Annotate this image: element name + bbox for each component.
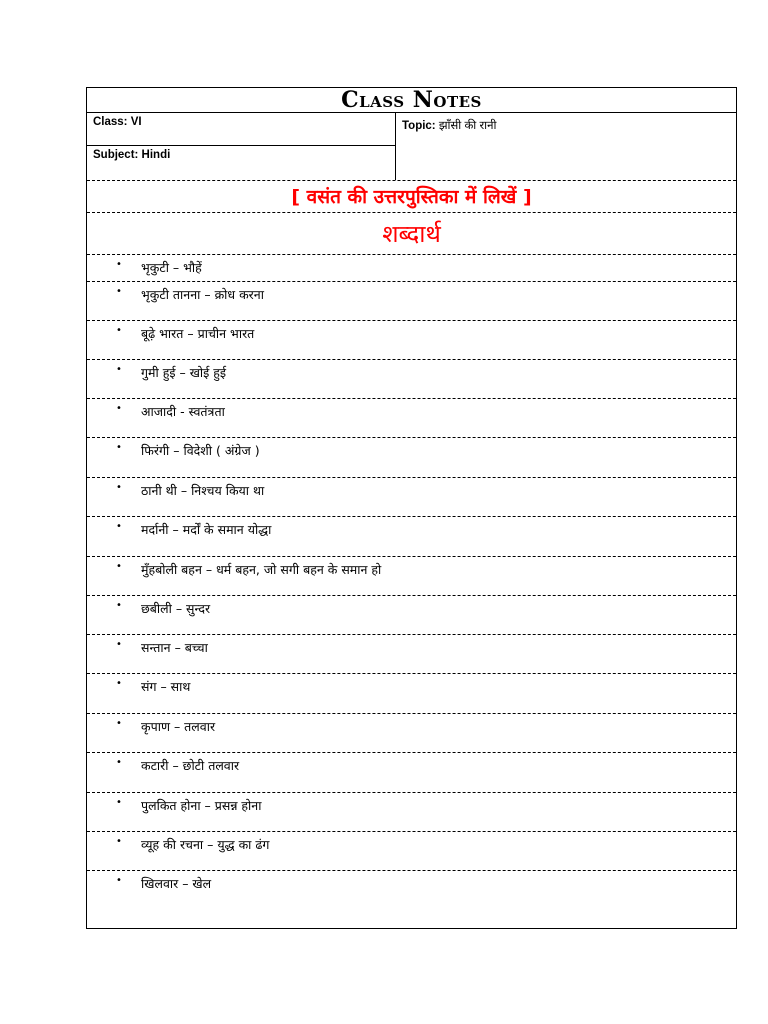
bullet-icon: • bbox=[116, 403, 122, 414]
list-item bbox=[87, 517, 736, 557]
bullet-icon: • bbox=[116, 259, 122, 270]
word-meaning-text: सन्तान – बच्चा bbox=[141, 640, 208, 655]
bullet-icon: • bbox=[116, 286, 122, 297]
list-item bbox=[87, 282, 736, 321]
instruction-banner: [ वसंत की उत्तरपुस्तिका में लिखें ] bbox=[87, 180, 736, 213]
section-heading: शब्दार्थ bbox=[87, 213, 736, 255]
word-meaning-text: भृकुटी तानना – क्रोध करना bbox=[141, 287, 264, 302]
word-meaning-text: छबीली – सुन्दर bbox=[141, 601, 211, 616]
list-item bbox=[87, 871, 736, 929]
list-item bbox=[87, 321, 736, 360]
word-meaning-text: मर्दानी – मर्दों के समान योद्धा bbox=[141, 522, 272, 537]
list-item bbox=[87, 793, 736, 832]
list-item bbox=[87, 557, 736, 596]
topic-field bbox=[396, 113, 737, 180]
bullet-icon: • bbox=[116, 325, 122, 336]
bullet-icon: • bbox=[116, 442, 122, 453]
list-item bbox=[87, 478, 736, 517]
word-meaning-text: व्यूह की रचना – युद्ध का ढंग bbox=[141, 837, 270, 852]
word-meaning-text: भृकुटी – भौहें bbox=[141, 260, 202, 275]
class-field: Class: VI bbox=[87, 113, 395, 146]
bullet-icon: • bbox=[116, 678, 122, 689]
list-item bbox=[87, 674, 736, 714]
bullet-icon: • bbox=[116, 718, 122, 729]
word-meaning-text: संग – साथ bbox=[141, 679, 191, 694]
word-meaning-text: कटारी – छोटी तलवार bbox=[141, 758, 240, 773]
bullet-icon: • bbox=[116, 600, 122, 611]
bullet-icon: • bbox=[116, 836, 122, 847]
word-meaning-text: आजादी - स्वतंत्रता bbox=[141, 404, 225, 419]
word-meaning-text: ठानी थी – निश्चय किया था bbox=[141, 483, 265, 498]
bullet-icon: • bbox=[116, 875, 122, 886]
list-item bbox=[87, 832, 736, 871]
bullet-icon: • bbox=[116, 797, 122, 808]
topic-value: झाँसी की रानी bbox=[435, 120, 497, 132]
word-meaning-text: खिलवार – खेल bbox=[141, 876, 212, 891]
page-title: Class Notes bbox=[341, 87, 482, 113]
list-item bbox=[87, 635, 736, 674]
class-notes-sheet bbox=[86, 87, 737, 929]
list-item bbox=[87, 438, 736, 478]
word-meaning-text: बूढ़े भारत – प्राचीन भारत bbox=[141, 326, 255, 341]
bullet-icon: • bbox=[116, 364, 122, 375]
topic-label: Topic: bbox=[402, 120, 436, 132]
bullet-icon: • bbox=[116, 757, 122, 768]
word-meaning-text: मुँहबोली बहन – धर्म बहन, जो सगी बहन के समान हो bbox=[141, 562, 382, 577]
bullet-icon: • bbox=[116, 521, 122, 532]
bullet-icon: • bbox=[116, 561, 122, 572]
word-meaning-text: गुमी हुई – खोई हुई bbox=[141, 365, 227, 380]
list-item bbox=[87, 399, 736, 438]
word-meaning-text: फिरंगी – विदेशी ( अंग्रेज ) bbox=[141, 443, 260, 458]
bullet-icon: • bbox=[116, 482, 122, 493]
list-item bbox=[87, 714, 736, 753]
list-item bbox=[87, 753, 736, 793]
bullet-icon: • bbox=[116, 639, 122, 650]
list-item bbox=[87, 255, 736, 282]
subject-field: Subject: Hindi bbox=[93, 149, 171, 161]
word-meaning-text: पुलकित होना – प्रसन्न होना bbox=[141, 798, 262, 813]
list-item bbox=[87, 360, 736, 399]
word-meaning-text: कृपाण – तलवार bbox=[141, 719, 216, 734]
meta-left-column bbox=[87, 113, 396, 180]
title-row bbox=[87, 88, 736, 113]
list-item bbox=[87, 596, 736, 635]
